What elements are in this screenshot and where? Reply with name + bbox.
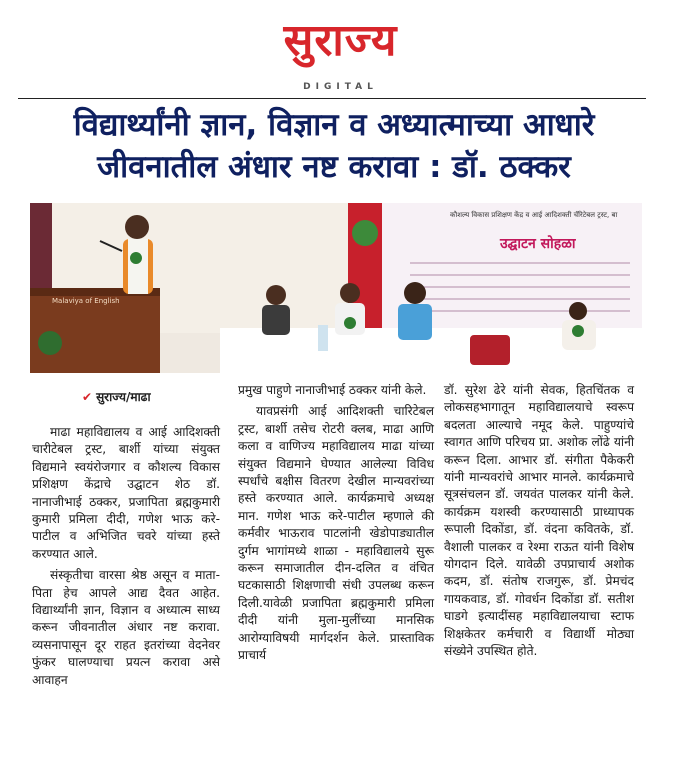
article-headline xyxy=(20,104,648,188)
col3-paragraph: डॉ. सुरेश ढेरे यांनी सेवक, हितचिंतक व लोकसहभागातून महाविद्यालयाचे स्वरूप बदलता आल्याचे नमूद केले. पाहुण्यांचे स्वागत आणि परिचय प्रा. अशोक लोंढे यांनी करून दिला. आभार डॉ. संगीता पैकेकरी यांनी मान्यवरांचे आभार मानले. कार्यक्रमाचे सूत्रसंचलन डॉ. जयवंत पालकर यांनी केले. कार्यक्रम यशस्वी करण्यासाठी प्राध्यापक रूपाली दिकोंडा, डॉ. वंदना कवितके, डॉ. वैशाली पालकर व रेश्मा राऊत यांनी विशेष योगदान दिले. यावेळी उपप्राचार्य अशोक कदम, डॉ. संतोष राजगुरू, डॉ. प्रेमचंद गायकवाड, डॉ. गोवर्धन दिकोंडा डॉ. सतीश घाडगे इत्यादींसह महाविद्यालयाचा स्टाफ शिक्षकेतर कर्मचारी व विद्यार्थी मोठ्या संख्येने उपस्थित होते. xyxy=(444,383,634,659)
article-column-2 xyxy=(238,382,434,669)
banner-top-text: कौशल्य विकास प्रशिक्षण केंद्र व आई आदिशक्ती चॅरिटेबल ट्रस्ट, बा xyxy=(450,211,618,219)
banner-event-text: उद्घाटन सोहळा xyxy=(500,236,576,252)
podium-text: Malaviya of English xyxy=(52,297,120,305)
col1-paragraph: माढा महाविद्यालय व आई आदिशक्ती चारीटेबल ट्रस्ट, बार्शी यांच्या संयुक्त विद्यमाने स्वयंरोजगार व कौशल्य विकास प्रशिक्षण केंद्राचे उद्घाटन शेठ डॉ. नानाजीभाई ठक्कर, प्रजापिता ब्रह्मकुमारी कुमारी प्रमिला दीदी, गणेश भाऊ करे-पाटील व अभिजित चवरे यांच्या हस्ते करण्यात आले. xyxy=(32,425,220,561)
headline-line-2: जीवनातील अंधार नष्ट करावा : डॉ. ठक्कर xyxy=(97,149,571,185)
col1-paragraph: संस्कृतीचा वारसा श्रेष्ठ असून व माता- पिता हेच आपले आद्य दैवत आहेत. विद्यार्थ्यांनी ज्ञान, विज्ञान व अध्यात्म साध्य करून जीवनातील अंधार नष्ट करावा. व्यसनापासून दूर राहत इतरांच्या वेदनेवर फुंकर घालण्याचा प्रयत्न करावा असे आवाहन xyxy=(32,568,220,687)
event-photo xyxy=(30,203,642,373)
checkmark-icon: ✔ xyxy=(82,390,93,404)
logo-subtitle: DIGITAL xyxy=(303,82,378,92)
article-column-3 xyxy=(444,382,634,665)
col2-paragraph: प्रमुख पाहुणे नानाजीभाई ठक्कर यांनी केले. xyxy=(238,383,427,397)
byline-text: सुराज्य/माढा xyxy=(96,390,151,404)
masthead xyxy=(0,8,681,92)
col2-paragraph: यावप्रसंगी आई आदिशक्ती चारिटेबल ट्रस्ट, बार्शी तसेच रोटरी क्लब, माढा आणि कला व वाणिज्य महाविद्यालय माढा यांच्या संयुक्त विद्यमाने घेण्यात आलेल्या विविध स्पर्धांचे बक्षीस वितरण देखील मान्यवरांच्या हस्ते करण्यात आले. कार्यक्रमाचे अध्यक्ष मान. गणेश भाऊ करे-पाटील म्हणाले की कर्मवीर भाऊराव पाटलांनी खेडोपाड्यातील दुर्गम भागांमध्ये शाळा - महाविद्यालये सुरू करून समाजातील दीन-दलित व वंचित घटकासाठी शिक्षणाची संधी उपलब्ध करून दिली.यावेळी प्रजापिता ब्रह्मकुमारी प्रमिला दीदी यांनी मुला-मुलींच्या मानसिक आरोग्याविषयी मार्गदर्शन केले. प्रास्ताविक प्राचार्य xyxy=(238,404,434,663)
brand-logo[interactable] xyxy=(283,15,398,92)
logo-text: सुराज्य xyxy=(283,15,398,66)
header-divider xyxy=(18,98,646,99)
byline xyxy=(82,388,151,405)
article-column-1 xyxy=(32,424,220,693)
headline-line-1: विद्यार्थ्यांनी ज्ञान, विज्ञान व अध्यात्माच्या आधारे xyxy=(73,107,595,143)
event-photo-illustration xyxy=(30,203,642,373)
